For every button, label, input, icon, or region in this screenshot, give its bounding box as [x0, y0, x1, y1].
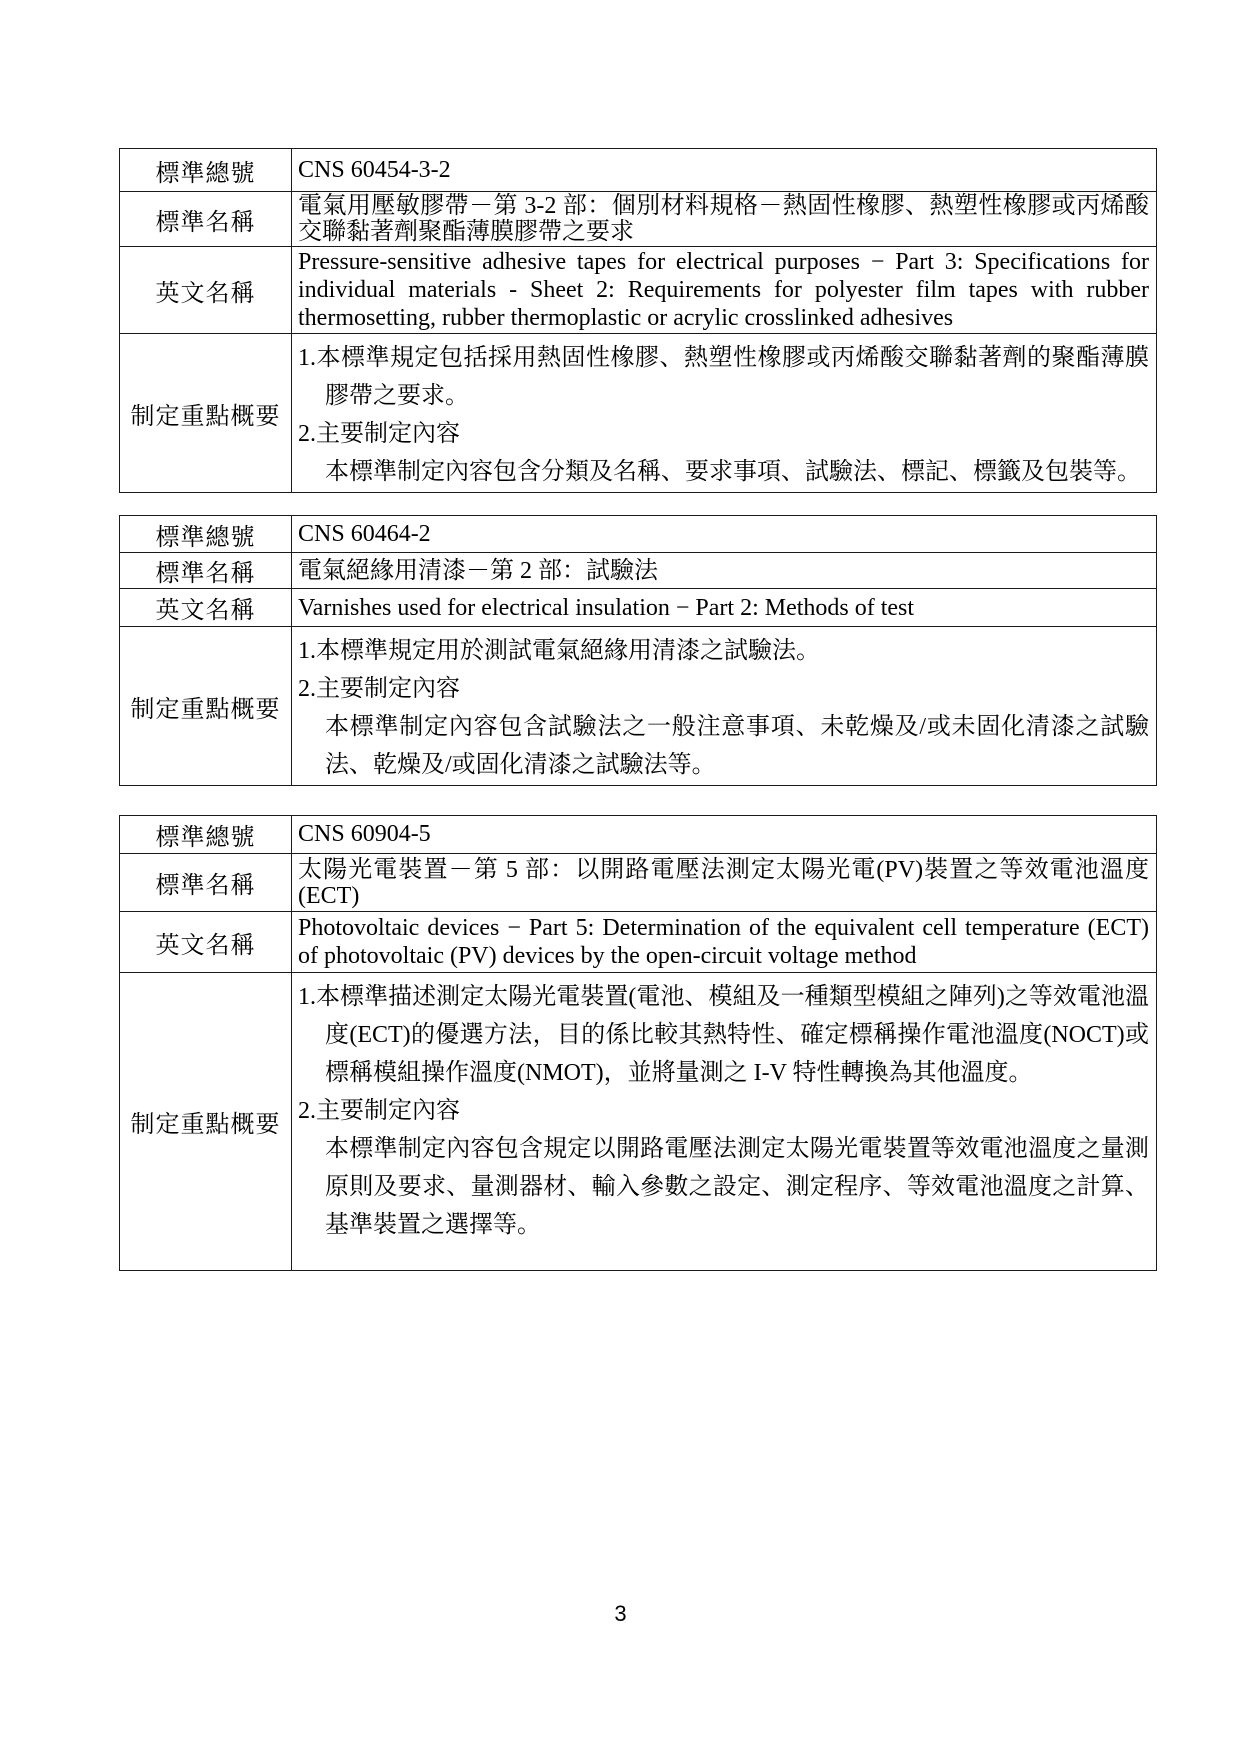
- field-label-name-en: 英文名稱: [120, 589, 292, 627]
- field-label-summary: 制定重點概要: [120, 973, 292, 1271]
- table-row: [120, 627, 1157, 786]
- summary-item-1: 1.本標準規定用於測試電氣絕緣用清漆之試驗法。: [298, 638, 820, 664]
- table-row: [120, 816, 1157, 854]
- table-row: [120, 192, 1157, 247]
- standard-code: CNS 60464-2: [292, 516, 1157, 553]
- summary-detail: 本標準制定內容包含試驗法之一般注意事項、未乾燥及/或未固化清漆之試驗法、乾燥及/或固化清漆之試驗法等。: [325, 714, 1149, 778]
- table-row: [120, 516, 1157, 553]
- field-label-name-en: 英文名稱: [120, 912, 292, 973]
- field-label-name-zh: 標準名稱: [120, 192, 292, 247]
- table-row: [120, 334, 1157, 493]
- field-label-name-zh: 標準名稱: [120, 553, 292, 589]
- summary-item-1: 1.本標準規定包括採用熱固性橡膠、熱塑性橡膠或丙烯酸交聯黏著劑的聚酯薄膜膠帶之要求。: [298, 345, 1149, 409]
- summary-item-2: 2.主要制定內容: [298, 1098, 460, 1124]
- summary-item-2: 2.主要制定內容: [298, 421, 460, 447]
- summary-item-1: 1.本標準描述測定太陽光電裝置(電池、模組及一種類型模組之陣列)之等效電池溫度(ECT)的優選方法，目的係比較其熱特性、確定標稱操作電池溫度(NOCT)或標稱模組操作溫度(NMOT)，並將量測之 I-V 特性轉換為其他溫度。: [298, 984, 1149, 1086]
- standard-summary: [292, 973, 1157, 1271]
- table-row: [120, 854, 1157, 912]
- field-label-summary: 制定重點概要: [120, 334, 292, 493]
- standard-name-zh: 電氣絕緣用清漆－第 2 部：試驗法: [292, 553, 1157, 589]
- standard-name-en: Pressure-sensitive adhesive tapes for electrical purposes − Part 3: Specifications for individual materials - Sheet 2: Requirements for polyester film tapes with rubber thermosetting, rubber thermoplastic or acrylic crosslinked adhesives: [292, 247, 1157, 334]
- field-label-name-zh: 標準名稱: [120, 854, 292, 912]
- standard-name-zh: 電氣用壓敏膠帶－第 3-2 部：個別材料規格－熱固性橡膠、熱塑性橡膠或丙烯酸交聯黏著劑聚酯薄膜膠帶之要求: [292, 192, 1157, 247]
- table-row: [120, 149, 1157, 192]
- field-label-name-en: 英文名稱: [120, 247, 292, 334]
- page-number: 3: [614, 1601, 627, 1626]
- table-row: [120, 247, 1157, 334]
- summary-item-2: 2.主要制定內容: [298, 676, 460, 702]
- table-row: [120, 553, 1157, 589]
- table-row: [120, 912, 1157, 973]
- field-label-code: 標準總號: [120, 816, 292, 854]
- table-row: [120, 973, 1157, 1271]
- standard-table-cns-60454-3-2: [119, 148, 1157, 493]
- standard-name-en: Varnishes used for electrical insulation − Part 2: Methods of test: [292, 589, 1157, 627]
- field-label-summary: 制定重點概要: [120, 627, 292, 786]
- standard-name-en: Photovoltaic devices − Part 5: Determination of the equivalent cell temperature (ECT) of photovoltaic (PV) devices by the open-circuit voltage method: [292, 912, 1157, 973]
- standard-name-zh: 太陽光電裝置－第 5 部：以開路電壓法測定太陽光電(PV)裝置之等效電池溫度(ECT): [292, 854, 1157, 912]
- standard-summary: [292, 334, 1157, 493]
- standard-code: CNS 60904-5: [292, 816, 1157, 854]
- table-row: [120, 589, 1157, 627]
- field-label-code: 標準總號: [120, 516, 292, 553]
- summary-detail: 本標準制定內容包含規定以開路電壓法測定太陽光電裝置等效電池溫度之量測原則及要求、量測器材、輸入參數之設定、測定程序、等效電池溫度之計算、基準裝置之選擇等。: [325, 1136, 1149, 1238]
- standard-table-cns-60904-5: [119, 815, 1157, 1271]
- summary-detail: 本標準制定內容包含分類及名稱、要求事項、試驗法、標記、標籤及包裝等。: [325, 459, 1141, 485]
- standard-table-cns-60464-2: [119, 515, 1157, 786]
- field-label-code: 標準總號: [120, 149, 292, 192]
- standard-code: CNS 60454-3-2: [292, 149, 1157, 192]
- standard-summary: [292, 627, 1157, 786]
